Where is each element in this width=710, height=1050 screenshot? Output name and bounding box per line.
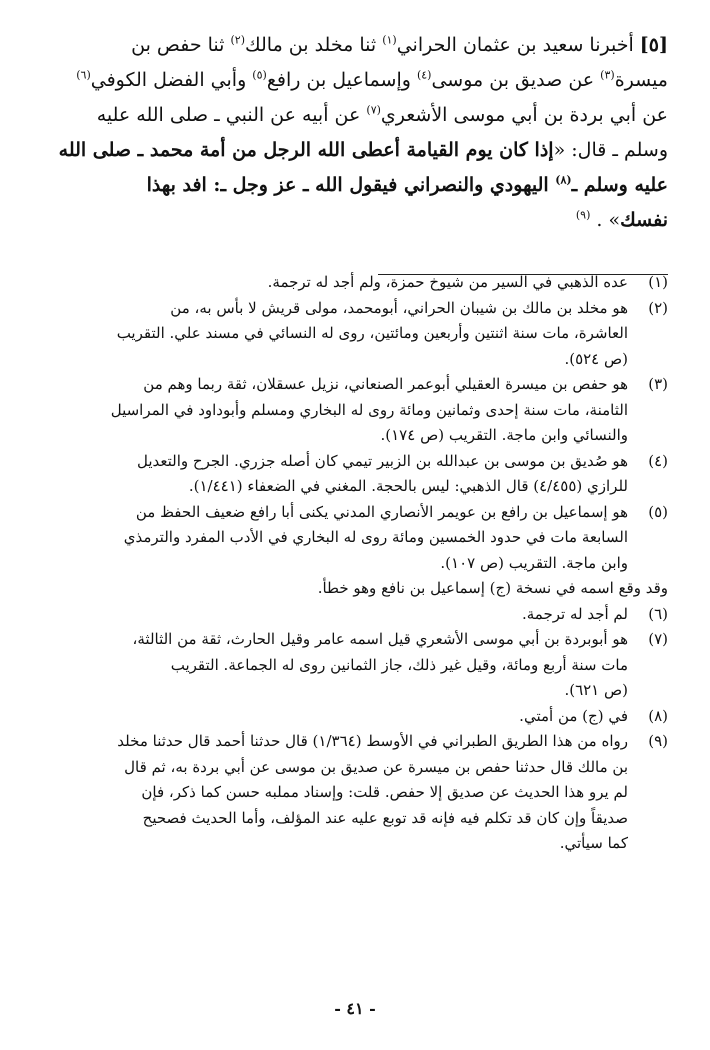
footnote-mark: (٨) [555,173,572,187]
footnote-number: (٤) [648,451,668,470]
footnote-number: (٥) [648,502,668,521]
footnote-text: رواه من هذا الطريق الطبراني في الأوسط (١/٣٦٤) قال حدثنا أحمد قال حدثنا مخلد بن مالك قال حدثنا حفص بن ميسرة عن صديق بن موسى عن أبي بردة به، ثم قال لم يرو هذا الحديث عن صديق إلا حفص. قلت: وإسناد مملبه حسن كما ذكر، فإن صديقاً وإن كان قد تكلم فيه فإنه قد توبع عليه عند المؤلف، وأما الحديث فصحيح كما سيأتي. [117,732,628,852]
footnote-item [42,729,668,857]
footnote-mark: (٤) [416,68,432,82]
footnote-number: (٦) [648,604,668,623]
text-line: نفسك» . $^{(٩)}$ [575,208,668,231]
footnote-number: (٩) [648,732,668,750]
footnote-text: هو إسماعيل بن رافع بن عويمر الأنصاري المدني يكنى أبا رافع ضعيف الحفظ من السابعة مات في حدود الخمسين ومائة روى له البخاري في الأدب المفرد والترمذي وابن ماجة. التقريب (ص ١٠٧). [123,502,628,572]
footnote-text: هو صُديق بن موسى بن عبدالله بن الزبير تيمي كان أصله جزري. الجرح والتعديل للرازي (٤/٤٥٥) قال الذهبي: ليس بالحجة. المغني في الضعفاء (١/٤٤١). [136,451,628,495]
footnote-item [42,627,668,704]
text-line: وسلم ـ قال: «إذا كان يوم القيامة أعطى الله الرجل من أمة محمد ـ صلى الله [58,139,668,161]
text-line: عن أبي بردة بن أبي موسى الأشعري$^{(٧)}$ عن أبيه عن النبي ـ صلى الله عليه [96,103,668,126]
footnote-number: (٨) [648,706,668,725]
footnote-number: (٢) [648,298,668,317]
footnote-item [42,372,668,449]
footnote-mark: (٦) [76,68,91,82]
footnote-text: هو حفص بن ميسرة العقيلي أبوعمر الصنعاني، نزيل عسقلان، ثقة ربما وهم من الثامنة، مات سنة إحدى وثمانين ومائة روى له البخاري ومسلم وأبوداود في المراسيل والنسائي وابن ماجة. التقريب (ص ١٧٤). [110,375,628,444]
footnote-continuation: وقد وقع اسمه في نسخة (ج) إسماعيل بن نافع وهو خطأ. [317,579,668,597]
text-line: [٥] أخبرنا سعيد بن عثمان الحراني$^{(١)}$ ثنا مخلد بن مالك$^{(٢)}$ ثنا حفص بن [131,33,668,56]
footnote-text: هو مخلد بن مالك بن شيبان الحراني، أبومحمد، مولى قريش لا بأس به، من العاشرة، مات سنة اثنتين وأربعين ومائتين، روى له النسائي في مسند علي. التقريب (ص ٥٢٤). [116,298,628,368]
footnote-item [42,602,668,628]
footnotes-section [42,270,668,857]
footnote-number: (٧) [648,630,668,648]
footnote-mark: (٩) [575,208,591,222]
footnote-item [42,449,668,500]
footnote-item [42,500,668,577]
footnote-text: هو أبوبردة بن أبي موسى الأشعري قيل اسمه عامر وقيل الحارث، ثقة من الثالثة، مات سنة أربع ومائة، وقيل غير ذلك، جاز الثمانين روى له الجماعة. التقريب (ص ٦٢١). [132,630,628,699]
hadith-number: [٥] [639,34,668,56]
footnote-mark: (٣) [600,68,615,82]
footnote-mark: (٧) [366,103,381,117]
text-line: ميسرة$^{(٣)}$ عن صديق بن موسى$^{(٤)}$ وإسماعيل بن رافع$^{(٥)}$ وأبي الفضل الكوفي$^{(٦)}$ [76,68,668,91]
footnote-mark: (٢) [230,33,245,47]
page-number: - ٤١ - [334,999,376,1018]
hadith-text [42,28,668,238]
footnote-text: لم أجد له ترجمة. [522,604,628,623]
text-line: عليه وسلم ـ$^{(٨)}$ اليهودي والنصراني فيقول الله ـ عز وجل ـ: افد بهذا [146,173,668,196]
footnote-item [42,296,668,373]
footnote-mark: (١) [382,33,397,47]
footnote-item [42,704,668,730]
footnote-item [42,270,668,296]
footnote-mark: (٥) [252,68,267,82]
footnote-number: (١) [648,273,668,291]
footnote-text: عده الذهبي في السير من شيوخ حمزة، ولم أجد له ترجمة. [267,273,628,291]
hadith-matn: إذا كان يوم القيامة أعطى الله الرجل من أمة محمد ـ صلى الله [58,139,554,161]
footnote-number: (٣) [648,375,668,393]
footnote-text: في (ج) من أمتي. [519,706,628,725]
